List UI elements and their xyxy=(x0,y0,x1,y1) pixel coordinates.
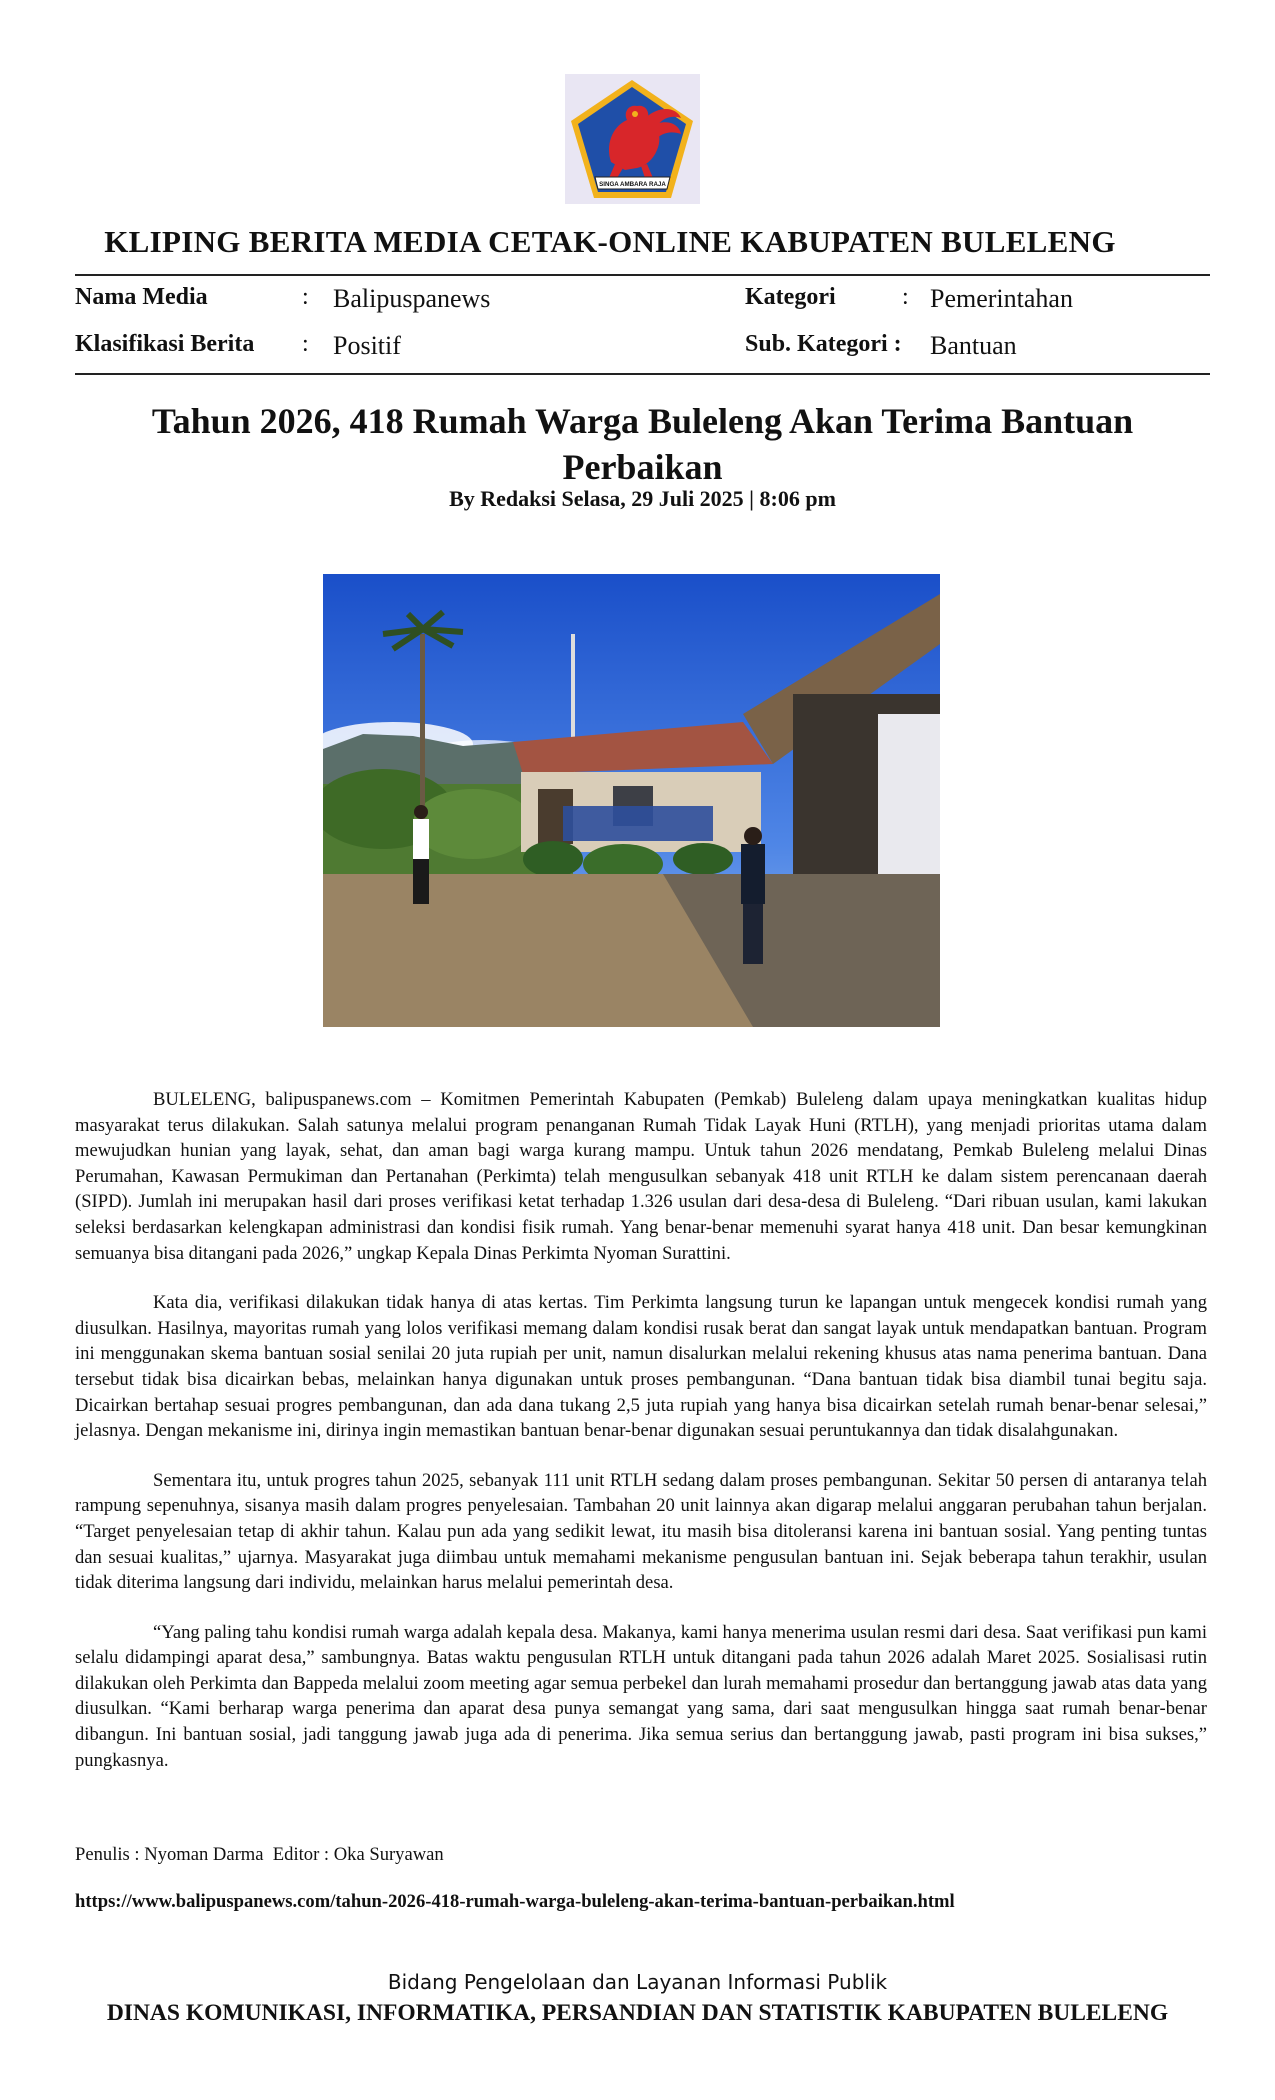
nama-media-colon: : xyxy=(302,284,309,310)
nama-media-label: Nama Media xyxy=(75,284,208,310)
kategori-label: Kategori xyxy=(745,284,836,310)
header-divider-top xyxy=(75,274,1210,276)
article-byline: By Redaksi Selasa, 29 Juli 2025 | 8:06 pm xyxy=(449,486,836,511)
klasifikasi-colon: : xyxy=(302,331,309,357)
article-paragraph-3: Sementara itu, untuk progres tahun 2025, sebanyak 111 unit RTLH sedang dalam proses pembangunan. Sekitar 50 persen di antaranya telah rampung sepenuhnya, sisanya masih dalam progres penyelesaian. Tambahan 20 unit lainnya akan digarap melalui anggaran perubahan tahun berjalan. “Target penyelesaian tetap di akhir tahun. Kalau pun ada yang sedikit lewat, itu masih bisa ditoleransi karena ini bantuan sosial. Yang penting tuntas dan sesuai kualitas,” ujarnya. Masyarakat juga diimbau untuk memahami mekanisme pengusulan bantuan ini. Sejak beberapa tahun terakhir, usulan tidak diterima langsung dari individu, melainkan harus melalui pemerintah desa. xyxy=(75,1469,1207,1594)
article-headline: Tahun 2026, 418 Rumah Warga Buleleng Akan Terima Bantuan Perbaikan xyxy=(151,401,1134,487)
clipping-header-title: KLIPING BERITA MEDIA CETAK-ONLINE KABUPATEN BULELENG xyxy=(104,224,1116,259)
article-source-url: https://www.balipuspanews.com/tahun-2026-418-rumah-warga-buleleng-akan-terima-bantuan-perbaikan.html xyxy=(75,1891,955,1912)
nama-media-value: Balipuspanews xyxy=(333,284,491,313)
subkategori-label: Sub. Kategori : xyxy=(745,331,902,357)
kategori-value: Pemerintahan xyxy=(930,284,1073,313)
article-credit: Penulis : Nyoman Darma Editor : Oka Suryawan xyxy=(75,1844,444,1865)
footer-department-line: Bidang Pengelolaan dan Layanan Informasi Publik xyxy=(387,1970,888,1994)
klasifikasi-value: Positif xyxy=(333,331,401,360)
article-paragraph-2: Kata dia, verifikasi dilakukan tidak hanya di atas kertas. Tim Perkimta langsung turun ke lapangan untuk mengecek kondisi rumah yang diusulkan. Hasilnya, mayoritas rumah yang lolos verifikasi memang dalam kondisi rusak berat dan sangat layak untuk mendapatkan bantuan. Program ini menggunakan skema bantuan sosial senilai 20 juta rupiah per unit, namun disalurkan melalui rekening khusus atas nama penerima bantuan. Dana tersebut tidak bisa dicairkan bebas, melainkan hanya digunakan untuk proses pembangunan. “Dana bantuan tidak bisa diambil tunai begitu saja. Dicairkan bertahap sesuai progres pembangunan, dan ada dana tukang 2,5 juta rupiah yang hanya bisa dicairkan setelah rumah benar-benar selesai,” jelasnya. Dengan mekanisme ini, dirinya ingin memastikan bantuan benar-benar digunakan sesuai peruntukannya dan tidak disalahgunakan. xyxy=(75,1292,1207,1442)
crest-motto: SINGA AMBARA RAJA xyxy=(599,181,666,188)
buleleng-regency-crest-icon xyxy=(565,74,700,204)
article-paragraph-1: BULELENG, balipuspanews.com – Komitmen Pemerintah Kabupaten (Pemkab) Buleleng dalam upaya meningkatkan kualitas hidup masyarakat terus dilakukan. Salah satunya melalui program penanganan Rumah Tidak Layak Huni (RTLH), yang menjadi prioritas utama dalam mewujudkan hunian yang layak, sehat, dan aman bagi warga kurang mampu. Untuk tahun 2026 mendatang, Pemkab Buleleng melalui Dinas Perumahan, Kawasan Permukiman dan Pertanahan (Perkimta) telah mengusulkan sebanyak 418 unit RTLH ke dalam sistem perencanaan daerah (SIPD). Jumlah ini merupakan hasil dari proses verifikasi ketat terhadap 1.326 usulan dari desa-desa di Buleleng. “Dari ribuan usulan, kami lakukan seleksi berdasarkan kelengkapan administrasi dan kondisi fisik rumah. Yang benar-benar memenuhi syarat hanya 418 unit. Dan besar kemungkinan semuanya bisa ditangani pada 2026,” ungkap Kepala Dinas Perkimta Nyoman Surattini. xyxy=(75,1089,1207,1264)
article-body xyxy=(75,1087,1207,1797)
subkategori-value: Bantuan xyxy=(930,331,1017,360)
article-photo xyxy=(323,574,940,1027)
buleleng-crest-logo xyxy=(565,74,700,204)
footer-agency-line: DINAS KOMUNIKASI, INFORMATIKA, PERSANDIAN DAN STATISTIK KABUPATEN BULELENG xyxy=(106,2000,1169,2026)
kategori-colon: : xyxy=(902,284,909,310)
article-paragraph-4: “Yang paling tahu kondisi rumah warga adalah kepala desa. Makanya, kami hanya menerima usulan resmi dari desa. Saat verifikasi pun kami selalu didampingi aparat desa,” sambungnya. Batas waktu pengusulan RTLH untuk ditangani pada tahun 2026 adalah Maret 2025. Sosialisasi rutin dilakukan oleh Perkimta dan Bappeda melalui zoom meeting agar semua perbekel dan lurah memahami prosedur dan bertanggung jawab atas data yang diusulkan. “Kami berharap warga penerima dan aparat desa punya semangat yang sama, dari saat mengusulkan hingga saat rumah benar-benar dibangun. Ini bantuan sosial, jadi tanggung jawab juga ada di penerima. Jika semua serius dan bertanggung jawab, pasti program ini bisa sukses,” pungkasnya. xyxy=(75,1621,1207,1771)
klasifikasi-label: Klasifikasi Berita xyxy=(75,331,255,357)
header-divider-bottom xyxy=(75,373,1210,375)
